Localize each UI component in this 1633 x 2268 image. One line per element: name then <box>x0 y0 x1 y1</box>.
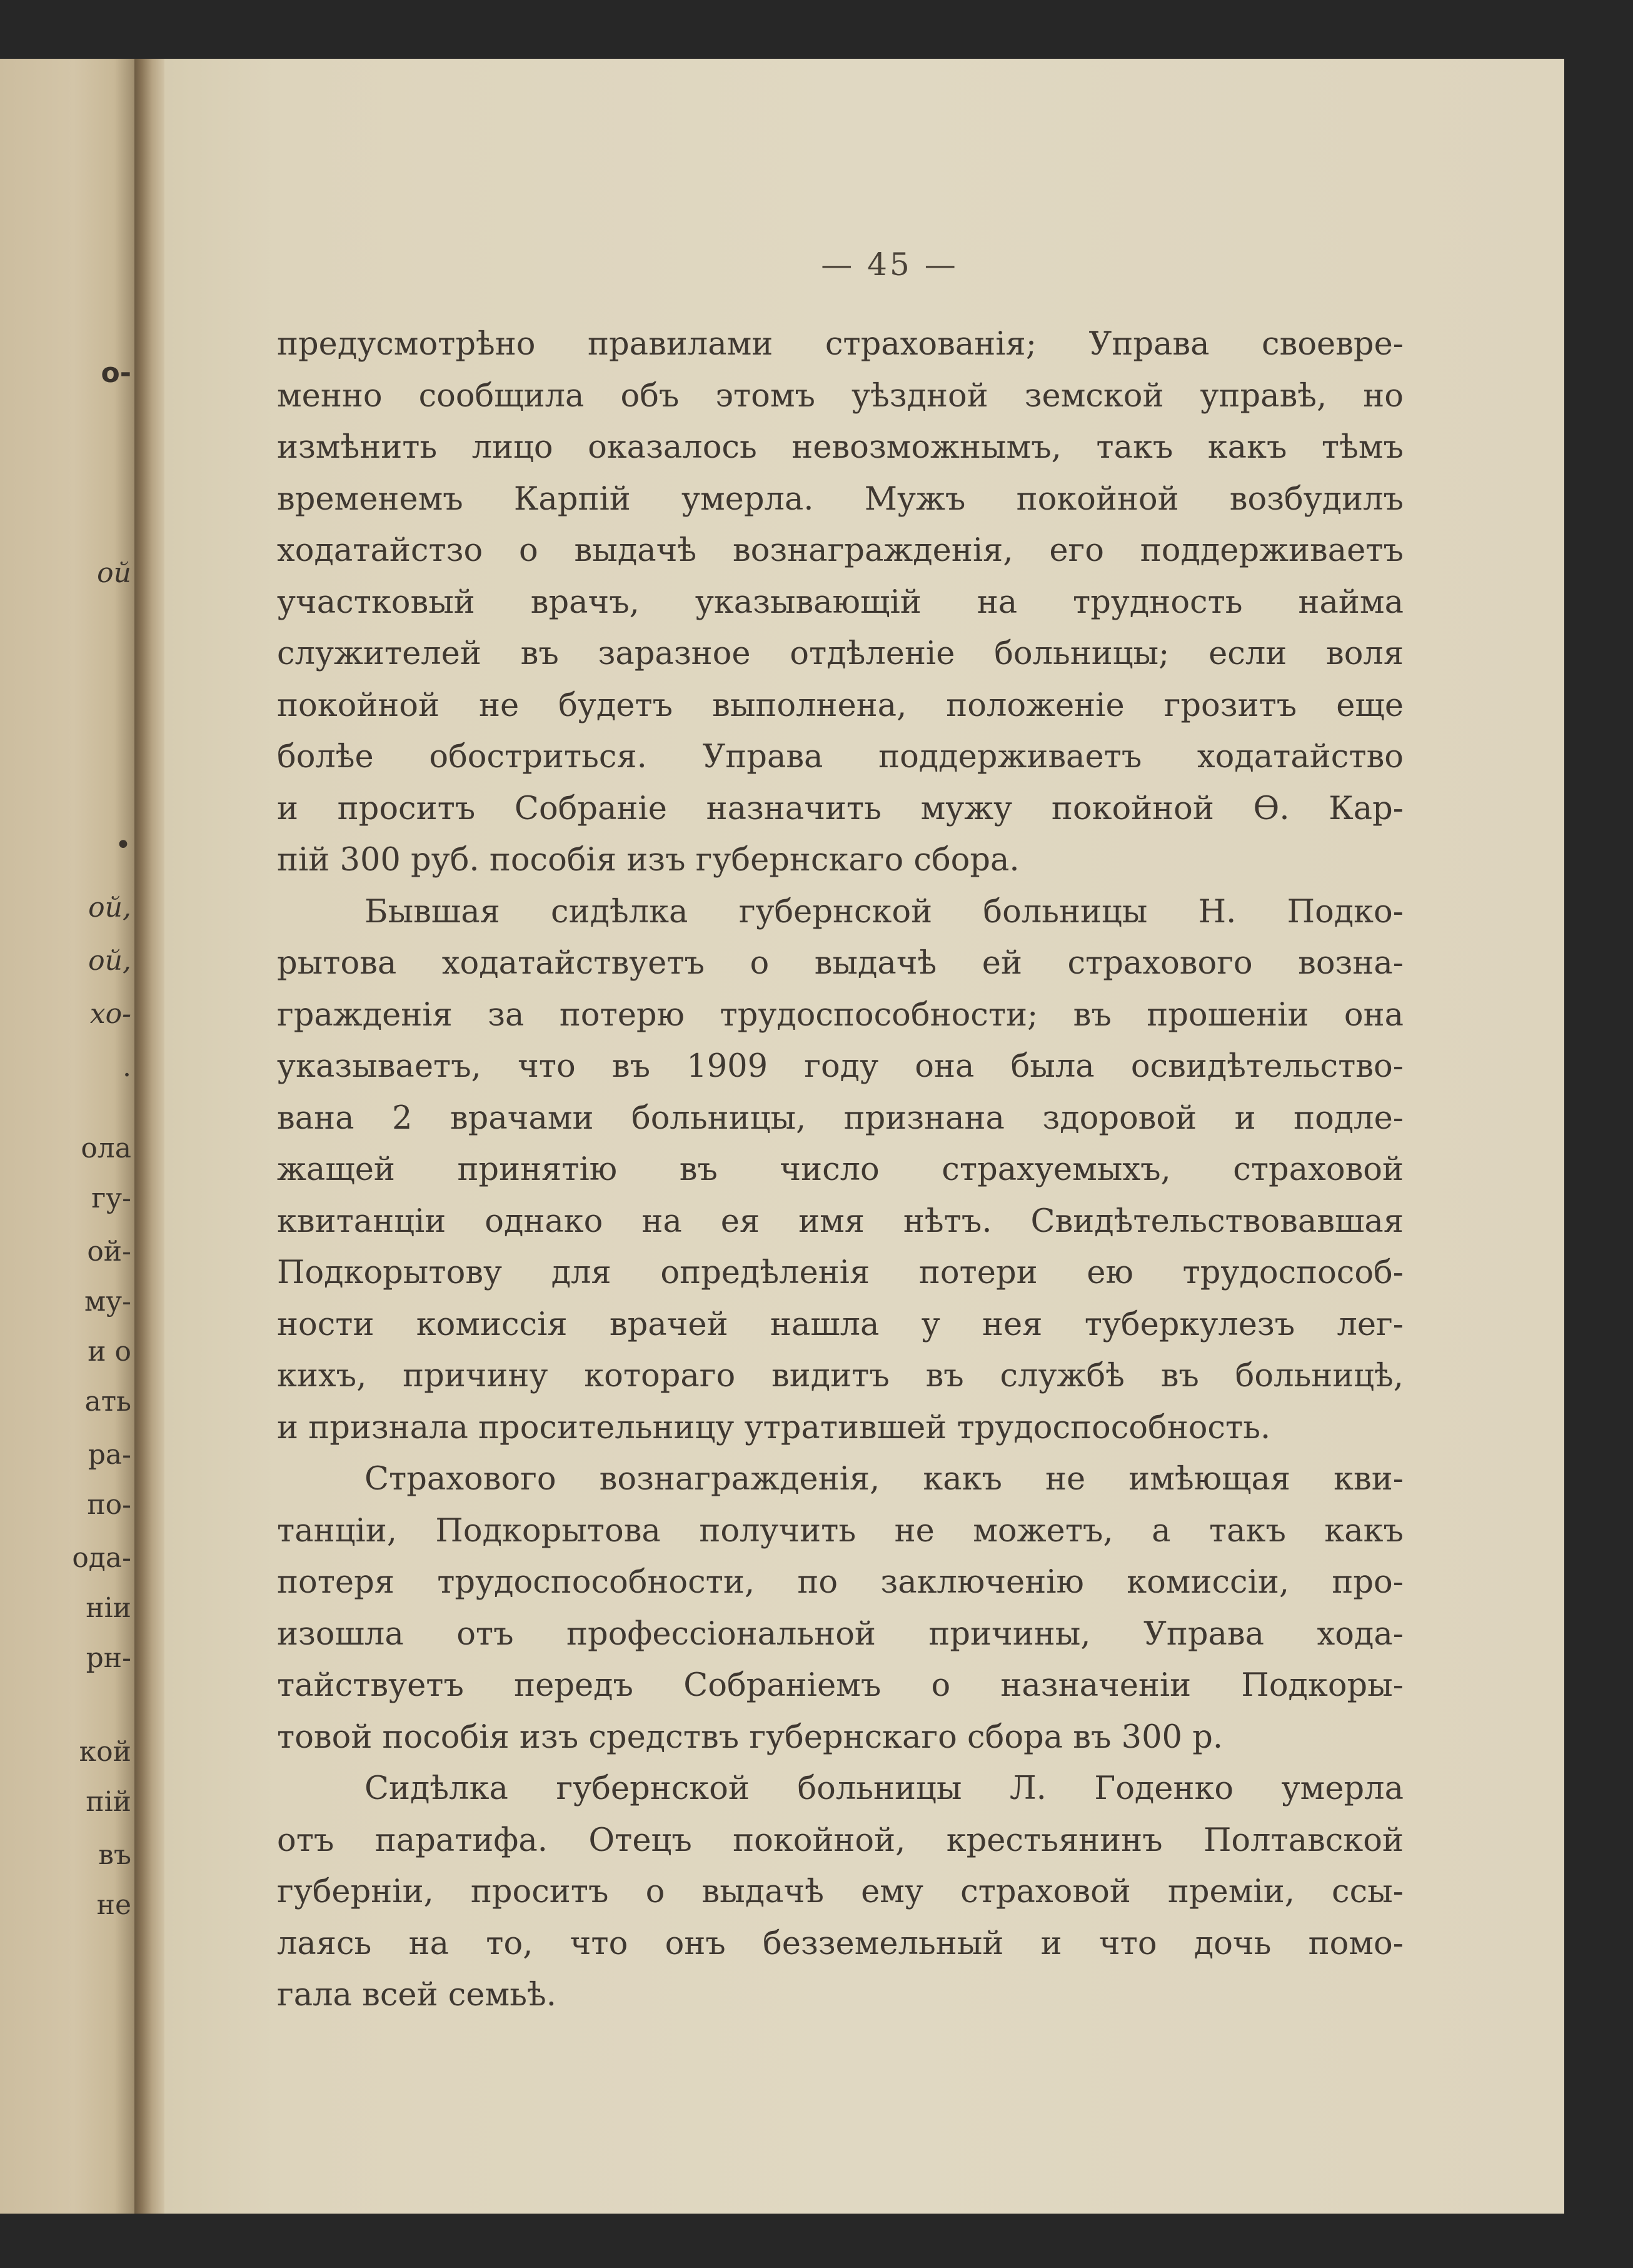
left-page-fragment: ода- <box>72 1542 131 1574</box>
text-line: товой пособія изъ средствъ губернскаго сбора въ 300 р. <box>277 1718 1223 1756</box>
text-line: и признала просительницу утратившей трудоспособность. <box>277 1409 1271 1446</box>
text-line: гала всей семьѣ. <box>277 1977 556 2013</box>
left-page-fragment: ола <box>81 1132 131 1164</box>
text-line: ходатайстзо о выдачѣ вознагражденія, его поддерживаетъ <box>277 532 1404 569</box>
text-line: ности комиссія врачей нашла у нея туберкулезъ лег- <box>277 1306 1404 1343</box>
text-line: предусмотрѣно правилами страхованія; Управа своевре- <box>277 326 1404 363</box>
text-line: квитанціи однако на ея имя нѣтъ. Свидѣтельствовавшая <box>277 1202 1404 1240</box>
left-page-fragment: ой <box>97 557 131 589</box>
left-page-fragment: ой- <box>87 1236 131 1268</box>
book-spine <box>134 59 164 2214</box>
text-line: танціи, Подкорытова получить не можетъ, а такъ какъ <box>277 1512 1404 1550</box>
left-page-fragment: по- <box>87 1489 131 1521</box>
page-body-text <box>277 319 1404 2022</box>
left-page-fragment: . <box>123 1051 131 1083</box>
text-line: участковый врачъ, указывающій на трудность найма <box>277 583 1404 621</box>
left-page-fragment: ой, <box>88 892 131 924</box>
text-line: жащей принятію въ число страхуемыхъ, страховой <box>277 1151 1404 1188</box>
text-line: вана 2 врачами больницы, признана здоровой и подле- <box>277 1099 1404 1137</box>
text-line: и проситъ Собраніе назначить мужу покойной Ѳ. Кар- <box>277 790 1404 827</box>
text-line: покойной не будетъ выполнена, положеніе грозитъ еще <box>277 687 1404 724</box>
text-line: служителей въ заразное отдѣленіе больницы; если воля <box>277 635 1404 672</box>
text-line: губерніи, проситъ о выдачѣ ему страховой преміи, ссы- <box>277 1873 1404 1910</box>
left-page-fragment: ать <box>84 1386 131 1418</box>
text-line: измѣнить лицо оказалось невозможнымъ, такъ какъ тѣмъ <box>277 429 1404 466</box>
left-page-fragment: му- <box>84 1286 131 1318</box>
left-page <box>0 59 134 2214</box>
left-page-fragment: ніи <box>86 1592 131 1624</box>
text-line: Бывшая сидѣлка губернской больницы Н. Подко- <box>364 893 1404 930</box>
text-line: пій 300 руб. пособія изъ губернскаго сбора. <box>277 842 1020 879</box>
text-line: гражденія за потерю трудоспособности; въ прошеніи она <box>277 996 1404 1034</box>
text-line: отъ паратифа. Отецъ покойной, крестьянинъ Полтавской <box>277 1822 1404 1859</box>
left-page-fragment: въ <box>98 1839 131 1871</box>
text-line: Страхового вознагражденія, какъ не имѣющая кви- <box>364 1461 1404 1498</box>
text-line: рытова ходатайствуетъ о выдачѣ ей страхового возна- <box>277 945 1404 982</box>
left-page-fragment: о- <box>101 357 131 389</box>
left-page-fragment: • <box>115 829 131 861</box>
text-line: Сидѣлка губернской больницы Л. Годенко умерла <box>364 1770 1404 1807</box>
left-page-fragment: рн- <box>86 1642 131 1674</box>
text-line: кихъ, причину котораго видитъ въ службѣ въ больницѣ, <box>277 1358 1404 1394</box>
left-page-fragment: не <box>96 1889 131 1921</box>
left-page-fragment: хо- <box>89 998 131 1030</box>
text-line: Подкорытову для опредѣленія потери ею трудоспособ- <box>277 1254 1404 1291</box>
text-line: временемъ Карпій умерла. Мужъ покойной возбудилъ <box>277 480 1404 518</box>
left-page-fragment: кой <box>79 1736 131 1768</box>
text-line: менно сообщила объ этомъ уѣздной земской управѣ, но <box>277 377 1404 415</box>
left-page-fragment: гу- <box>91 1182 131 1214</box>
page-number: — 45 — <box>821 246 958 283</box>
text-line: потеря трудоспособности, по заключенію комиссіи, про- <box>277 1564 1404 1601</box>
text-line: тайствуетъ передъ Собраніемъ о назначеніи Подкоры- <box>277 1667 1404 1704</box>
text-line: болѣе обостриться. Управа поддерживаетъ ходатайство <box>277 738 1404 775</box>
text-line: изошла отъ профессіональной причины, Управа хода- <box>277 1615 1404 1653</box>
left-page-fragment: ра- <box>88 1439 131 1471</box>
left-page-fragment: ой, <box>88 945 131 977</box>
left-page-fragment: пій <box>86 1786 131 1818</box>
text-line: лаясь на то, что онъ безземельный и что дочь помо- <box>277 1925 1404 1962</box>
left-page-fragment: и о <box>88 1336 131 1368</box>
text-line: указываетъ, что въ 1909 году она была освидѣтельство- <box>277 1048 1404 1085</box>
